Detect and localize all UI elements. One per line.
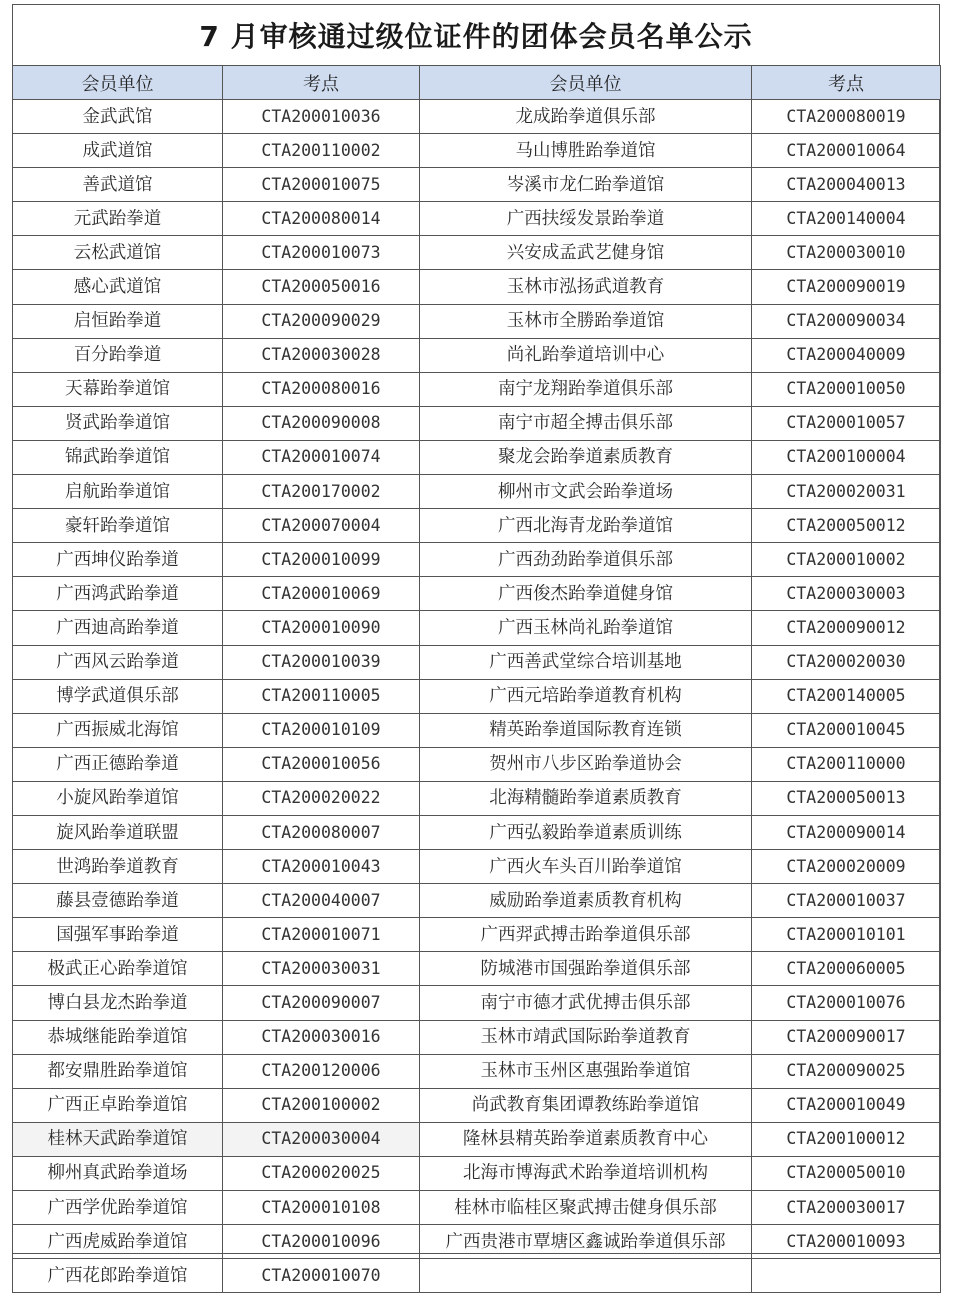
cell-member-unit-right: 玉林市玉州区惠强跆拳道馆 xyxy=(420,1054,752,1088)
table-row xyxy=(13,543,941,577)
table-row xyxy=(13,1088,941,1122)
cell-member-unit-right: 广西元培跆拳道教育机构 xyxy=(420,679,752,713)
cell-exam-site-right: CTA200020030 xyxy=(752,645,941,679)
cell-member-unit-left: 元武跆拳道 xyxy=(13,202,223,236)
cell-member-unit-right: 广西弘毅跆拳道素质训练 xyxy=(420,815,752,849)
cell-member-unit-right: 隆林县精英跆拳道素质教育中心 xyxy=(420,1122,752,1156)
cell-exam-site-right: CTA200050010 xyxy=(752,1156,941,1190)
table-row xyxy=(13,1156,941,1190)
cell-exam-site-right: CTA200010002 xyxy=(752,543,941,577)
cell-member-unit-right: 精英跆拳道国际教育连锁 xyxy=(420,713,752,747)
cell-member-unit-left: 桂林天武跆拳道馆 xyxy=(13,1122,223,1156)
cell-exam-site-right: CTA200110000 xyxy=(752,747,941,781)
cell-member-unit-right: 南宁龙翔跆拳道俱乐部 xyxy=(420,372,752,406)
cell-exam-site-right: CTA200140005 xyxy=(752,679,941,713)
cell-member-unit-right: 南宁市德才武优搏击俱乐部 xyxy=(420,986,752,1020)
cell-member-unit-left: 金武武馆 xyxy=(13,100,223,134)
cell-member-unit-right: 玉林市泓扬武道教育 xyxy=(420,270,752,304)
cell-exam-site-left: CTA200090029 xyxy=(223,304,420,338)
table-row xyxy=(13,884,941,918)
cell-exam-site-left: CTA200050016 xyxy=(223,270,420,304)
table-row xyxy=(13,202,941,236)
cell-exam-site-right: CTA200010076 xyxy=(752,986,941,1020)
cell-exam-site-left: CTA200080007 xyxy=(223,815,420,849)
cell-member-unit-right: 柳州市文武会跆拳道场 xyxy=(420,475,752,509)
table-row xyxy=(13,577,941,611)
cell-exam-site-right: CTA200010037 xyxy=(752,884,941,918)
cell-exam-site-left: CTA200110005 xyxy=(223,679,420,713)
cell-exam-site-left: CTA200080014 xyxy=(223,202,420,236)
cell-member-unit-right: 玉林市全勝跆拳道馆 xyxy=(420,304,752,338)
cell-member-unit-right: 玉林市靖武国际跆拳道教育 xyxy=(420,1020,752,1054)
cell-member-unit-right: 广西北海青龙跆拳道馆 xyxy=(420,509,752,543)
cell-member-unit-left: 恭城继能跆拳道馆 xyxy=(13,1020,223,1054)
cell-exam-site-left: CTA200010099 xyxy=(223,543,420,577)
cell-exam-site-right: CTA200090019 xyxy=(752,270,941,304)
cell-exam-site-right: CTA200050012 xyxy=(752,509,941,543)
cell-member-unit-right: 广西火车头百川跆拳道馆 xyxy=(420,850,752,884)
cell-exam-site-left: CTA200010096 xyxy=(223,1225,420,1259)
cell-exam-site-left: CTA200070004 xyxy=(223,509,420,543)
table-row xyxy=(13,679,941,713)
cell-exam-site-right: CTA200090034 xyxy=(752,304,941,338)
table-row xyxy=(13,475,941,509)
table-row xyxy=(13,645,941,679)
cell-exam-site-left: CTA200030028 xyxy=(223,338,420,372)
cell-member-unit-left: 锦武跆拳道馆 xyxy=(13,440,223,474)
cell-member-unit-right: 广西羿武搏击跆拳道俱乐部 xyxy=(420,918,752,952)
cell-exam-site-right: CTA200010101 xyxy=(752,918,941,952)
cell-member-unit-left: 广西坤仪跆拳道 xyxy=(13,543,223,577)
table-row xyxy=(13,406,941,440)
cell-exam-site-left: CTA200120006 xyxy=(223,1054,420,1088)
cell-member-unit-left: 感心武道馆 xyxy=(13,270,223,304)
cell-exam-site-right: CTA200090017 xyxy=(752,1020,941,1054)
cell-member-unit-right: 北海市博海武术跆拳道培训机构 xyxy=(420,1156,752,1190)
table-row xyxy=(13,372,941,406)
cell-member-unit-left: 旋风跆拳道联盟 xyxy=(13,815,223,849)
cell-exam-site-right: CTA200090014 xyxy=(752,815,941,849)
table-row xyxy=(13,304,941,338)
cell-member-unit-right: 北海精髓跆拳道素质教育 xyxy=(420,781,752,815)
cell-exam-site-right: CTA200040009 xyxy=(752,338,941,372)
cell-exam-site-right: CTA200030017 xyxy=(752,1191,941,1225)
table-row xyxy=(13,815,941,849)
cell-member-unit-left: 广西鸿武跆拳道 xyxy=(13,577,223,611)
cell-member-unit-right xyxy=(420,1259,752,1293)
cell-member-unit-right: 广西善武堂综合培训基地 xyxy=(420,645,752,679)
cell-exam-site-left: CTA200010043 xyxy=(223,850,420,884)
cell-exam-site-right: CTA200010045 xyxy=(752,713,941,747)
header-exam-site-left: 考点 xyxy=(223,66,420,100)
cell-member-unit-left: 启恒跆拳道 xyxy=(13,304,223,338)
cell-exam-site-right: CTA200010093 xyxy=(752,1225,941,1259)
header-member-unit-left: 会员单位 xyxy=(13,66,223,100)
cell-member-unit-left: 博白县龙杰跆拳道 xyxy=(13,986,223,1020)
table-row xyxy=(13,1020,941,1054)
cell-member-unit-left: 小旋风跆拳道馆 xyxy=(13,781,223,815)
table-row xyxy=(13,747,941,781)
cell-exam-site-left: CTA200030004 xyxy=(223,1122,420,1156)
table-row xyxy=(13,1259,941,1293)
cell-exam-site-right: CTA200140004 xyxy=(752,202,941,236)
cell-exam-site-right: CTA200090025 xyxy=(752,1054,941,1088)
table-row xyxy=(13,270,941,304)
cell-member-unit-left: 柳州真武跆拳道场 xyxy=(13,1156,223,1190)
cell-exam-site-left: CTA200010036 xyxy=(223,100,420,134)
cell-member-unit-left: 广西花郎跆拳道馆 xyxy=(13,1259,223,1293)
cell-member-unit-left: 善武道馆 xyxy=(13,168,223,202)
cell-exam-site-left: CTA200040007 xyxy=(223,884,420,918)
cell-member-unit-right: 聚龙会跆拳道素质教育 xyxy=(420,440,752,474)
cell-member-unit-left: 贤武跆拳道馆 xyxy=(13,406,223,440)
cell-exam-site-left: CTA200010071 xyxy=(223,918,420,952)
cell-member-unit-left: 藤县壹德跆拳道 xyxy=(13,884,223,918)
header-member-unit-right: 会员单位 xyxy=(420,66,752,100)
cell-exam-site-left: CTA200010109 xyxy=(223,713,420,747)
cell-exam-site-left: CTA200030031 xyxy=(223,952,420,986)
table-row xyxy=(13,986,941,1020)
table-row xyxy=(13,1122,941,1156)
cell-exam-site-right: CTA200040013 xyxy=(752,168,941,202)
cell-member-unit-right: 贺州市八步区跆拳道协会 xyxy=(420,747,752,781)
cell-exam-site-right: CTA200090012 xyxy=(752,611,941,645)
table-body xyxy=(13,100,941,1293)
cell-member-unit-left: 广西学优跆拳道馆 xyxy=(13,1191,223,1225)
cell-exam-site-left: CTA200020025 xyxy=(223,1156,420,1190)
table-row xyxy=(13,100,941,134)
cell-member-unit-left: 国强军事跆拳道 xyxy=(13,918,223,952)
cell-exam-site-left: CTA200030016 xyxy=(223,1020,420,1054)
cell-member-unit-right: 尚武教育集团谭教练跆拳道馆 xyxy=(420,1088,752,1122)
table-row xyxy=(13,1191,941,1225)
cell-exam-site-left: CTA200170002 xyxy=(223,475,420,509)
page-title: 7 月审核通过级位证件的团体会员名单公示 xyxy=(12,4,940,66)
member-table xyxy=(12,65,941,1293)
table-row xyxy=(13,440,941,474)
cell-exam-site-right: CTA200050013 xyxy=(752,781,941,815)
cell-exam-site-left: CTA200010108 xyxy=(223,1191,420,1225)
cell-exam-site-right: CTA200100012 xyxy=(752,1122,941,1156)
table-row xyxy=(13,611,941,645)
table-row xyxy=(13,236,941,270)
cell-exam-site-right: CTA200020031 xyxy=(752,475,941,509)
cell-member-unit-left: 极武正心跆拳道馆 xyxy=(13,952,223,986)
cell-member-unit-left: 都安鼎胜跆拳道馆 xyxy=(13,1054,223,1088)
cell-member-unit-right: 防城港市国强跆拳道俱乐部 xyxy=(420,952,752,986)
cell-exam-site-right: CTA200010057 xyxy=(752,406,941,440)
cell-member-unit-right: 桂林市临桂区聚武搏击健身俱乐部 xyxy=(420,1191,752,1225)
cell-exam-site-right: CTA200080019 xyxy=(752,100,941,134)
cell-member-unit-left: 广西正德跆拳道 xyxy=(13,747,223,781)
cell-exam-site-right: CTA200030010 xyxy=(752,236,941,270)
cell-member-unit-left: 成武道馆 xyxy=(13,134,223,168)
cell-exam-site-left: CTA200090007 xyxy=(223,986,420,1020)
header-exam-site-right: 考点 xyxy=(752,66,941,100)
cell-exam-site-right: CTA200060005 xyxy=(752,952,941,986)
cell-member-unit-right: 兴安成孟武艺健身馆 xyxy=(420,236,752,270)
cell-exam-site-left: CTA200010039 xyxy=(223,645,420,679)
cell-member-unit-left: 天幕跆拳道馆 xyxy=(13,372,223,406)
cell-member-unit-right: 龙成跆拳道俱乐部 xyxy=(420,100,752,134)
cell-exam-site-left: CTA200010090 xyxy=(223,611,420,645)
cell-member-unit-left: 广西正卓跆拳道馆 xyxy=(13,1088,223,1122)
cell-member-unit-left: 世鸿跆拳道教育 xyxy=(13,850,223,884)
cell-exam-site-right: CTA200010050 xyxy=(752,372,941,406)
table-row xyxy=(13,781,941,815)
table-row xyxy=(13,134,941,168)
cell-member-unit-right: 威励跆拳道素质教育机构 xyxy=(420,884,752,918)
cell-member-unit-right: 尚礼跆拳道培训中心 xyxy=(420,338,752,372)
cell-exam-site-left: CTA200020022 xyxy=(223,781,420,815)
table-row xyxy=(13,338,941,372)
cell-member-unit-left: 启航跆拳道馆 xyxy=(13,475,223,509)
cell-exam-site-left: CTA200010073 xyxy=(223,236,420,270)
cell-member-unit-right: 广西俊杰跆拳道健身馆 xyxy=(420,577,752,611)
cell-exam-site-left: CTA200080016 xyxy=(223,372,420,406)
cell-exam-site-right: CTA200030003 xyxy=(752,577,941,611)
table-row xyxy=(13,1225,941,1259)
cell-member-unit-left: 豪轩跆拳道馆 xyxy=(13,509,223,543)
cell-member-unit-left: 博学武道俱乐部 xyxy=(13,679,223,713)
cell-member-unit-left: 广西振威北海馆 xyxy=(13,713,223,747)
cell-exam-site-left: CTA200090008 xyxy=(223,406,420,440)
cell-member-unit-left: 百分跆拳道 xyxy=(13,338,223,372)
cell-member-unit-right: 广西玉林尚礼跆拳道馆 xyxy=(420,611,752,645)
cell-member-unit-left: 广西风云跆拳道 xyxy=(13,645,223,679)
cell-exam-site-right: CTA200010049 xyxy=(752,1088,941,1122)
table-row xyxy=(13,952,941,986)
cell-exam-site-right: CTA200100004 xyxy=(752,440,941,474)
cell-exam-site-left: CTA200010075 xyxy=(223,168,420,202)
cell-member-unit-right: 南宁市超全搏击俱乐部 xyxy=(420,406,752,440)
cell-member-unit-right: 马山博胜跆拳道馆 xyxy=(420,134,752,168)
cell-exam-site-left: CTA200010056 xyxy=(223,747,420,781)
cell-member-unit-right: 岑溪市龙仁跆拳道馆 xyxy=(420,168,752,202)
cell-exam-site-right: CTA200010064 xyxy=(752,134,941,168)
cell-exam-site-left: CTA200010070 xyxy=(223,1259,420,1293)
cell-member-unit-left: 广西迪高跆拳道 xyxy=(13,611,223,645)
table-row xyxy=(13,168,941,202)
table-row xyxy=(13,850,941,884)
cell-member-unit-left: 云松武道馆 xyxy=(13,236,223,270)
cell-exam-site-left: CTA200110002 xyxy=(223,134,420,168)
cell-member-unit-right: 广西劲劲跆拳道俱乐部 xyxy=(420,543,752,577)
table-header-row xyxy=(13,66,941,100)
cell-member-unit-left: 广西虎威跆拳道馆 xyxy=(13,1225,223,1259)
cell-exam-site-left: CTA200010069 xyxy=(223,577,420,611)
cell-member-unit-right: 广西扶绥发景跆拳道 xyxy=(420,202,752,236)
cell-exam-site-right xyxy=(752,1259,941,1293)
table-row xyxy=(13,713,941,747)
table-row xyxy=(13,918,941,952)
table-row xyxy=(13,1054,941,1088)
cell-member-unit-right: 广西贵港市覃塘区鑫诚跆拳道俱乐部 xyxy=(420,1225,752,1259)
table-row xyxy=(13,509,941,543)
cell-exam-site-left: CTA200010074 xyxy=(223,440,420,474)
cell-exam-site-left: CTA200100002 xyxy=(223,1088,420,1122)
cell-exam-site-right: CTA200020009 xyxy=(752,850,941,884)
